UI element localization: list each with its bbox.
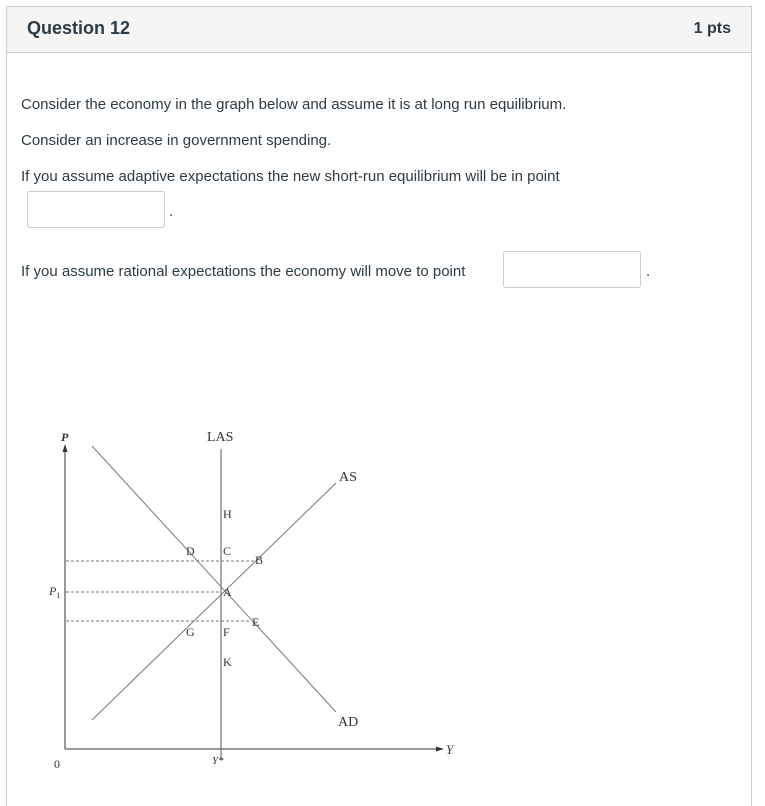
point-a-label: A (223, 585, 232, 599)
ad-curve (92, 446, 336, 712)
point-c-label: C (223, 544, 232, 558)
point-b-label: B (255, 553, 264, 567)
as-label: AS (339, 470, 357, 485)
x-axis-arrow-icon (436, 747, 444, 752)
question-text-line1: Consider the economy in the graph below and assume it is at long run equilibrium. (21, 96, 567, 113)
y-axis-label: P (61, 430, 69, 444)
question-text-line2: Consider an increase in government spending. (21, 132, 332, 149)
ad-label: AD (338, 715, 359, 730)
point-h-label: H (223, 507, 232, 521)
question-text-line4: If you assume rational expectations the economy will move to point (21, 263, 466, 280)
point-k-label: K (223, 655, 232, 669)
p1-label-subscript: 1 (56, 591, 61, 600)
question-title: Question 12 (27, 18, 131, 38)
question-text-line3: If you assume adaptive expectations the new short-run equilibrium will be in point (21, 168, 560, 185)
p1-label (48, 584, 60, 600)
point-e-label: E (252, 615, 260, 629)
point-d-label: D (186, 544, 195, 558)
as-curve (92, 483, 336, 720)
question-points: 1 pts (693, 20, 731, 37)
period-2: . (646, 263, 651, 280)
p1-label-main: P (49, 584, 57, 598)
las-label: LAS (207, 430, 234, 445)
point-g-label: G (186, 625, 195, 639)
potential-output-label: Y* (212, 755, 224, 767)
period-1: . (169, 203, 174, 220)
y-axis-arrow-icon (63, 444, 68, 452)
point-f-label: F (223, 625, 230, 639)
origin-label: 0 (54, 757, 60, 771)
x-axis-label: Y (446, 742, 454, 757)
